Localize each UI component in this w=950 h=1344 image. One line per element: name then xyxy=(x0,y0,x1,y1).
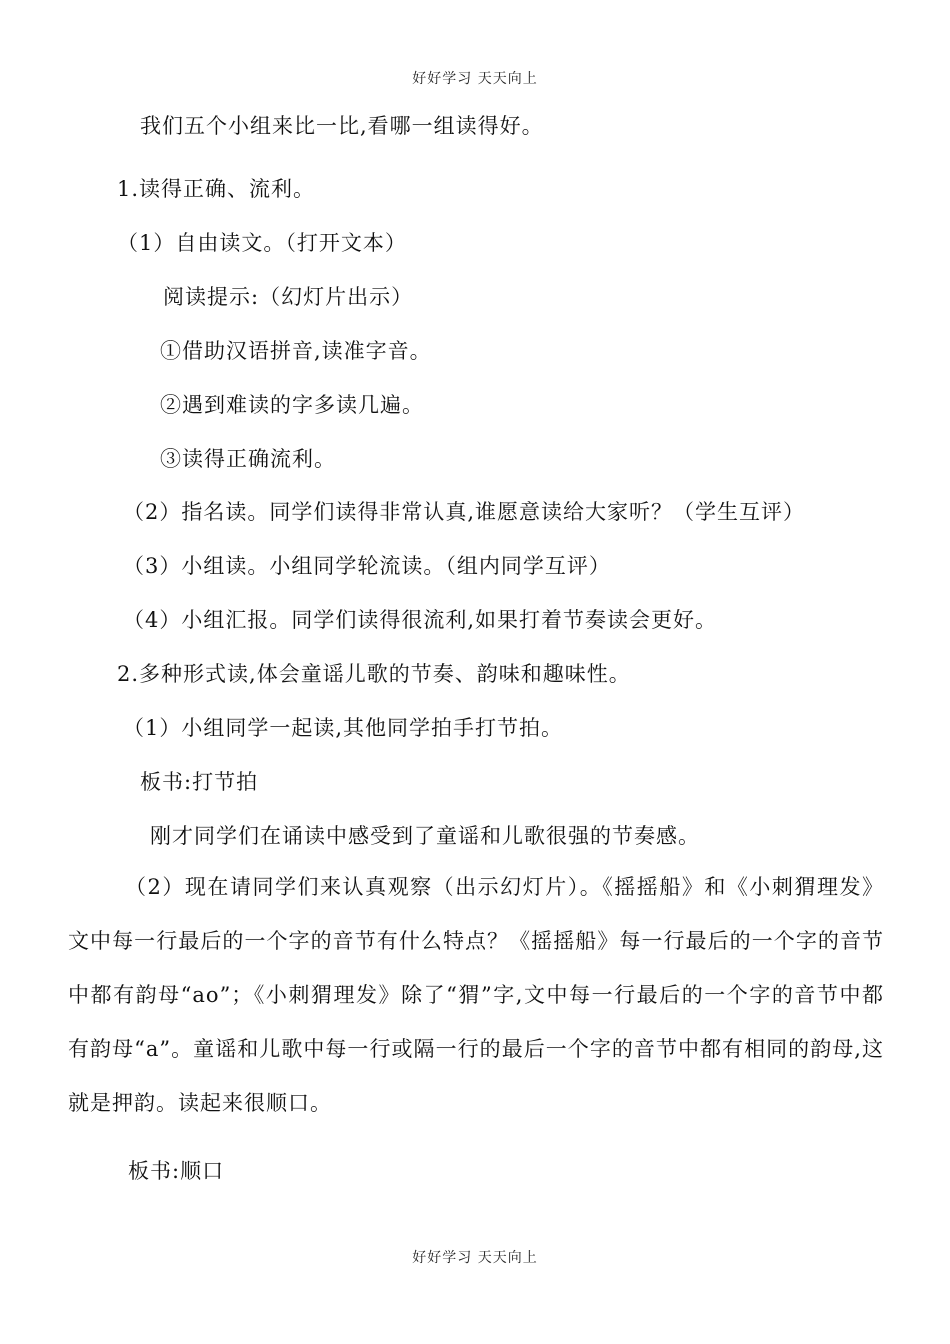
board-note-smooth: 板书:顺口 xyxy=(128,1159,225,1183)
step-1-heading: 1.读得正确、流利。 xyxy=(117,177,316,201)
step-1-item-4: （4）小组汇报。同学们读得很流利,如果打着节奏读会更好。 xyxy=(123,608,718,632)
step-1-item-3: （3）小组读。小组同学轮流读。（组内同学互评） xyxy=(123,554,611,578)
page-header: 好好学习 天天向上 xyxy=(412,71,538,87)
step-2-item-2-paragraph: （2）现在请同学们来认真观察（出示幻灯片）。《摇摇船》和《小刺猬理发》文中每一行最后的一个字的音节有什么特点？《摇摇船》每一行最后的一个字的音节中都有韵母“ao”；《小刺猬理发》除了“猬”字,文中每一行最后的一个字的音节中都有韵母“a”。童谣和儿歌中每一行或隔一行的最后一个字的音节中都有相同的韵母,这就是押韵。读起来很顺口。 xyxy=(68,875,884,1115)
step-2-item-1: （1）小组同学一起读,其他同学拍手打节拍。 xyxy=(123,716,564,740)
page-footer: 好好学习 天天向上 xyxy=(412,1250,538,1266)
step-1-item-2: （2）指名读。同学们读得非常认真,谁愿意读给大家听？（学生互评） xyxy=(123,500,806,524)
reading-tip-2: ②遇到难读的字多读几遍。 xyxy=(160,393,424,417)
reading-tip-3: ③读得正确流利。 xyxy=(160,447,336,471)
board-note-rhythm: 板书:打节拍 xyxy=(140,770,259,794)
reading-tip-1: ①借助汉语拼音,读准字音。 xyxy=(160,339,432,363)
rhythm-summary: 刚才同学们在诵读中感受到了童谣和儿歌很强的节奏感。 xyxy=(150,824,700,848)
step-2-heading: 2.多种形式读,体会童谣儿歌的节奏、韵味和趣味性。 xyxy=(117,662,631,686)
intro-line: 我们五个小组来比一比,看哪一组读得好。 xyxy=(140,114,544,138)
step-1-item-1: （1）自由读文。（打开文本） xyxy=(117,231,407,255)
reading-tips-title: 阅读提示:（幻灯片出示） xyxy=(163,285,414,309)
